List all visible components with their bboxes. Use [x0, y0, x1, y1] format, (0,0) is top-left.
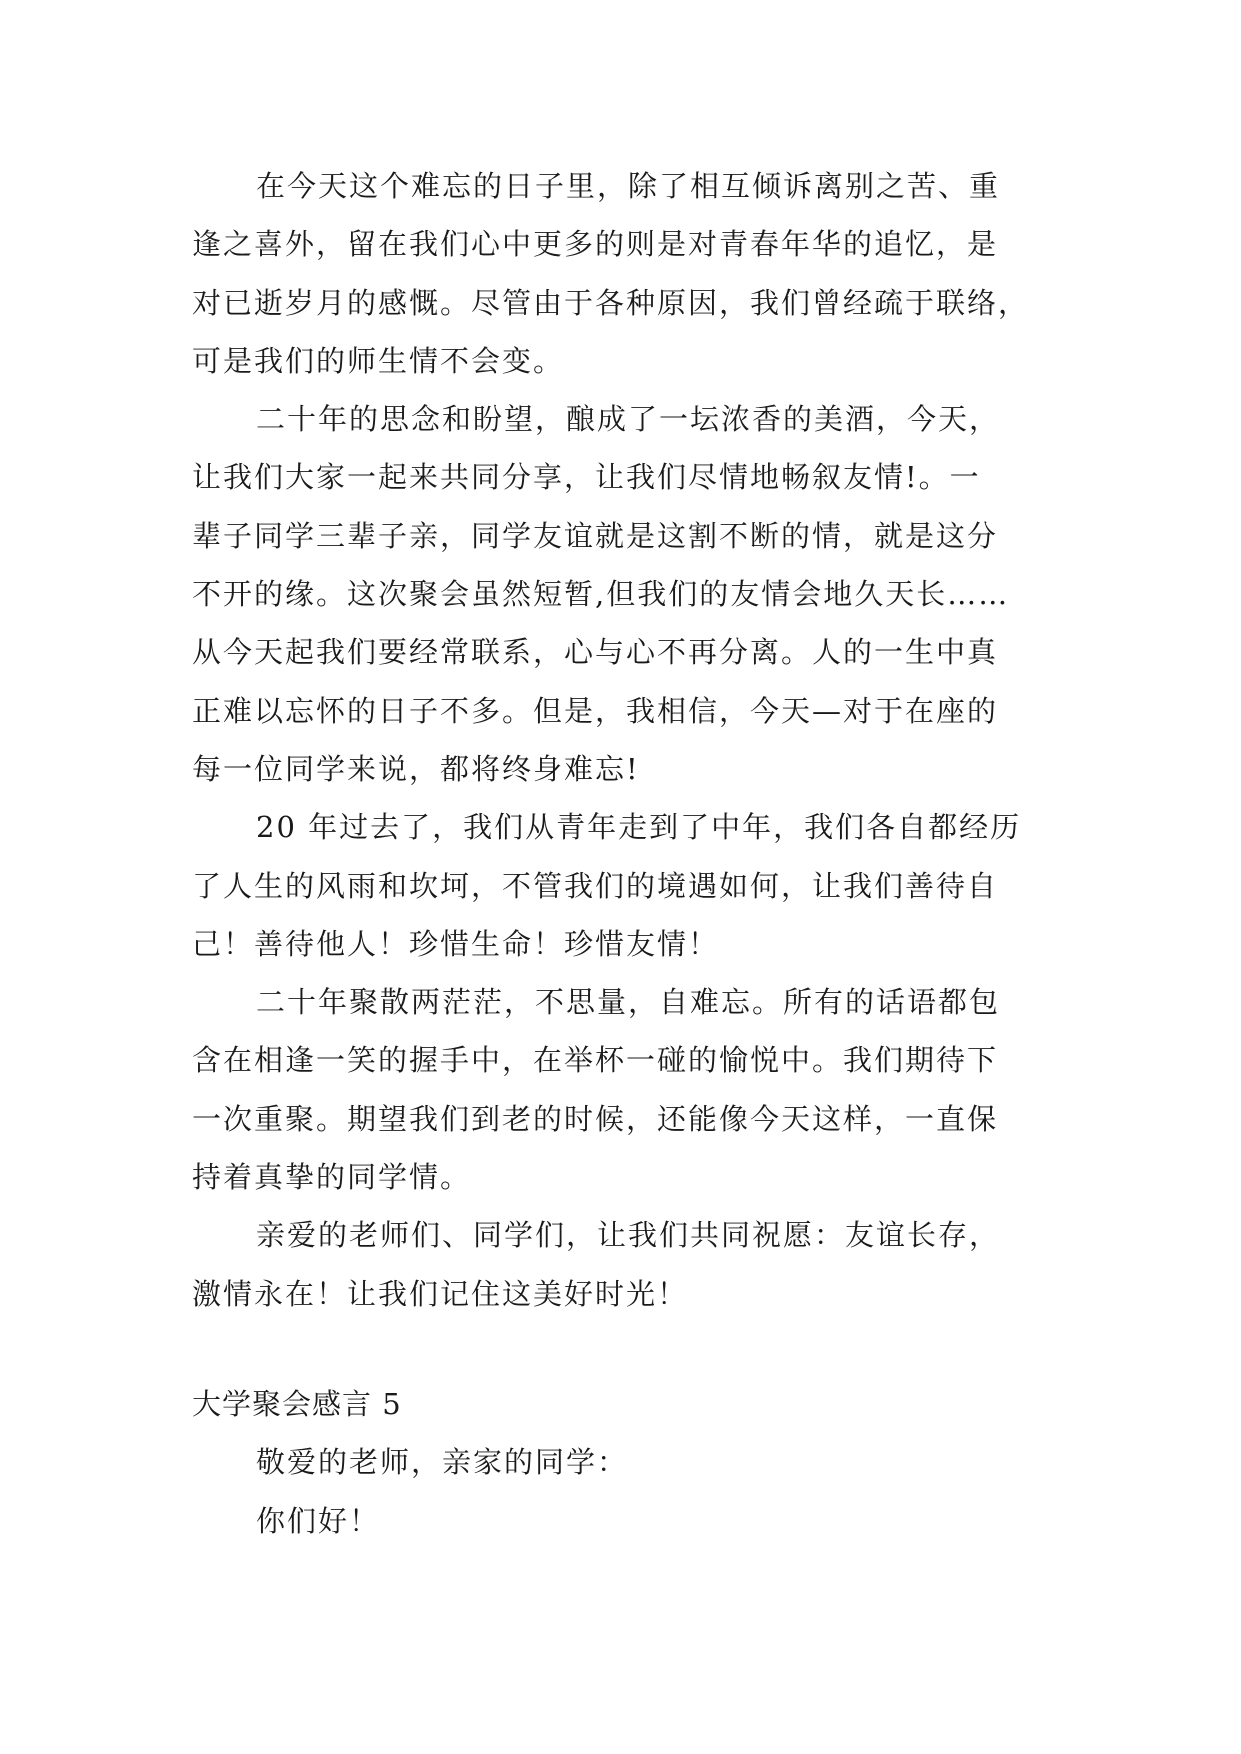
text-line: 20 年过去了，我们从青年走到了中年，我们各自都经历: [256, 810, 1022, 845]
greeting: 你们好！: [256, 1503, 381, 1538]
text-line: 辈子同学三辈子亲，同学友谊就是这割不断的情，就是这分: [192, 518, 999, 553]
text-line: 在今天这个难忘的日子里，除了相互倾诉离别之苦、重: [256, 169, 1001, 203]
section-heading: 大学聚会感言 5: [192, 1386, 402, 1421]
paragraph-1: [192, 157, 1062, 390]
text-line: 己！善待他人！珍惜生命！珍惜友情！: [192, 926, 720, 961]
document-body: [192, 157, 1062, 1550]
text-line: 让我们大家一起来共同分享，让我们尽情地畅叙友情!。一: [192, 460, 981, 495]
paragraph-4: [192, 973, 1062, 1206]
text-line: 可是我们的师生情不会变。: [192, 343, 565, 378]
text-line: 持着真挚的同学情。: [192, 1160, 472, 1195]
text-line: 激情永在！让我们记住这美好时光！: [192, 1276, 689, 1311]
paragraph-3: [192, 798, 1062, 973]
greeting-paragraph: [192, 1492, 1062, 1550]
paragraph-5: [192, 1206, 1062, 1323]
text-line: 二十年聚散两茫茫，不思量，自难忘。所有的话语都包: [256, 985, 1001, 1020]
text-line: 亲爱的老师们、同学们，让我们共同祝愿：友谊长存，: [256, 1218, 1001, 1253]
text-line: 对已逝岁月的感慨。尽管由于各种原因，我们曾经疏于联络，: [192, 285, 1030, 320]
text-line: 逢之喜外，留在我们心中更多的则是对青春年华的追忆，是: [192, 227, 999, 262]
text-line: 不开的缘。这次聚会虽然短暂,但我们的友情会地久天长……: [192, 577, 1010, 612]
text-line: 含在相逢一笑的握手中，在举杯一碰的愉悦中。我们期待下: [192, 1043, 999, 1078]
text-line: 从今天起我们要经常联系，心与心不再分离。人的一生中真: [192, 635, 999, 670]
text-line: 二十年的思念和盼望，酿成了一坛浓香的美酒，今天，: [256, 402, 1001, 437]
salutation-paragraph: [192, 1433, 1062, 1491]
paragraph-2: [192, 390, 1062, 798]
salutation: 敬爱的老师，亲家的同学：: [256, 1445, 629, 1480]
text-line: 一次重聚。期望我们到老的时候，还能像今天这样，一直保: [192, 1101, 999, 1136]
text-line: 了人生的风雨和坎坷，不管我们的境遇如何，让我们善待自: [192, 868, 999, 903]
text-line: 每一位同学来说，都将终身难忘!: [192, 751, 640, 786]
text-line: 正难以忘怀的日子不多。但是，我相信，今天—对于在座的: [192, 693, 999, 728]
